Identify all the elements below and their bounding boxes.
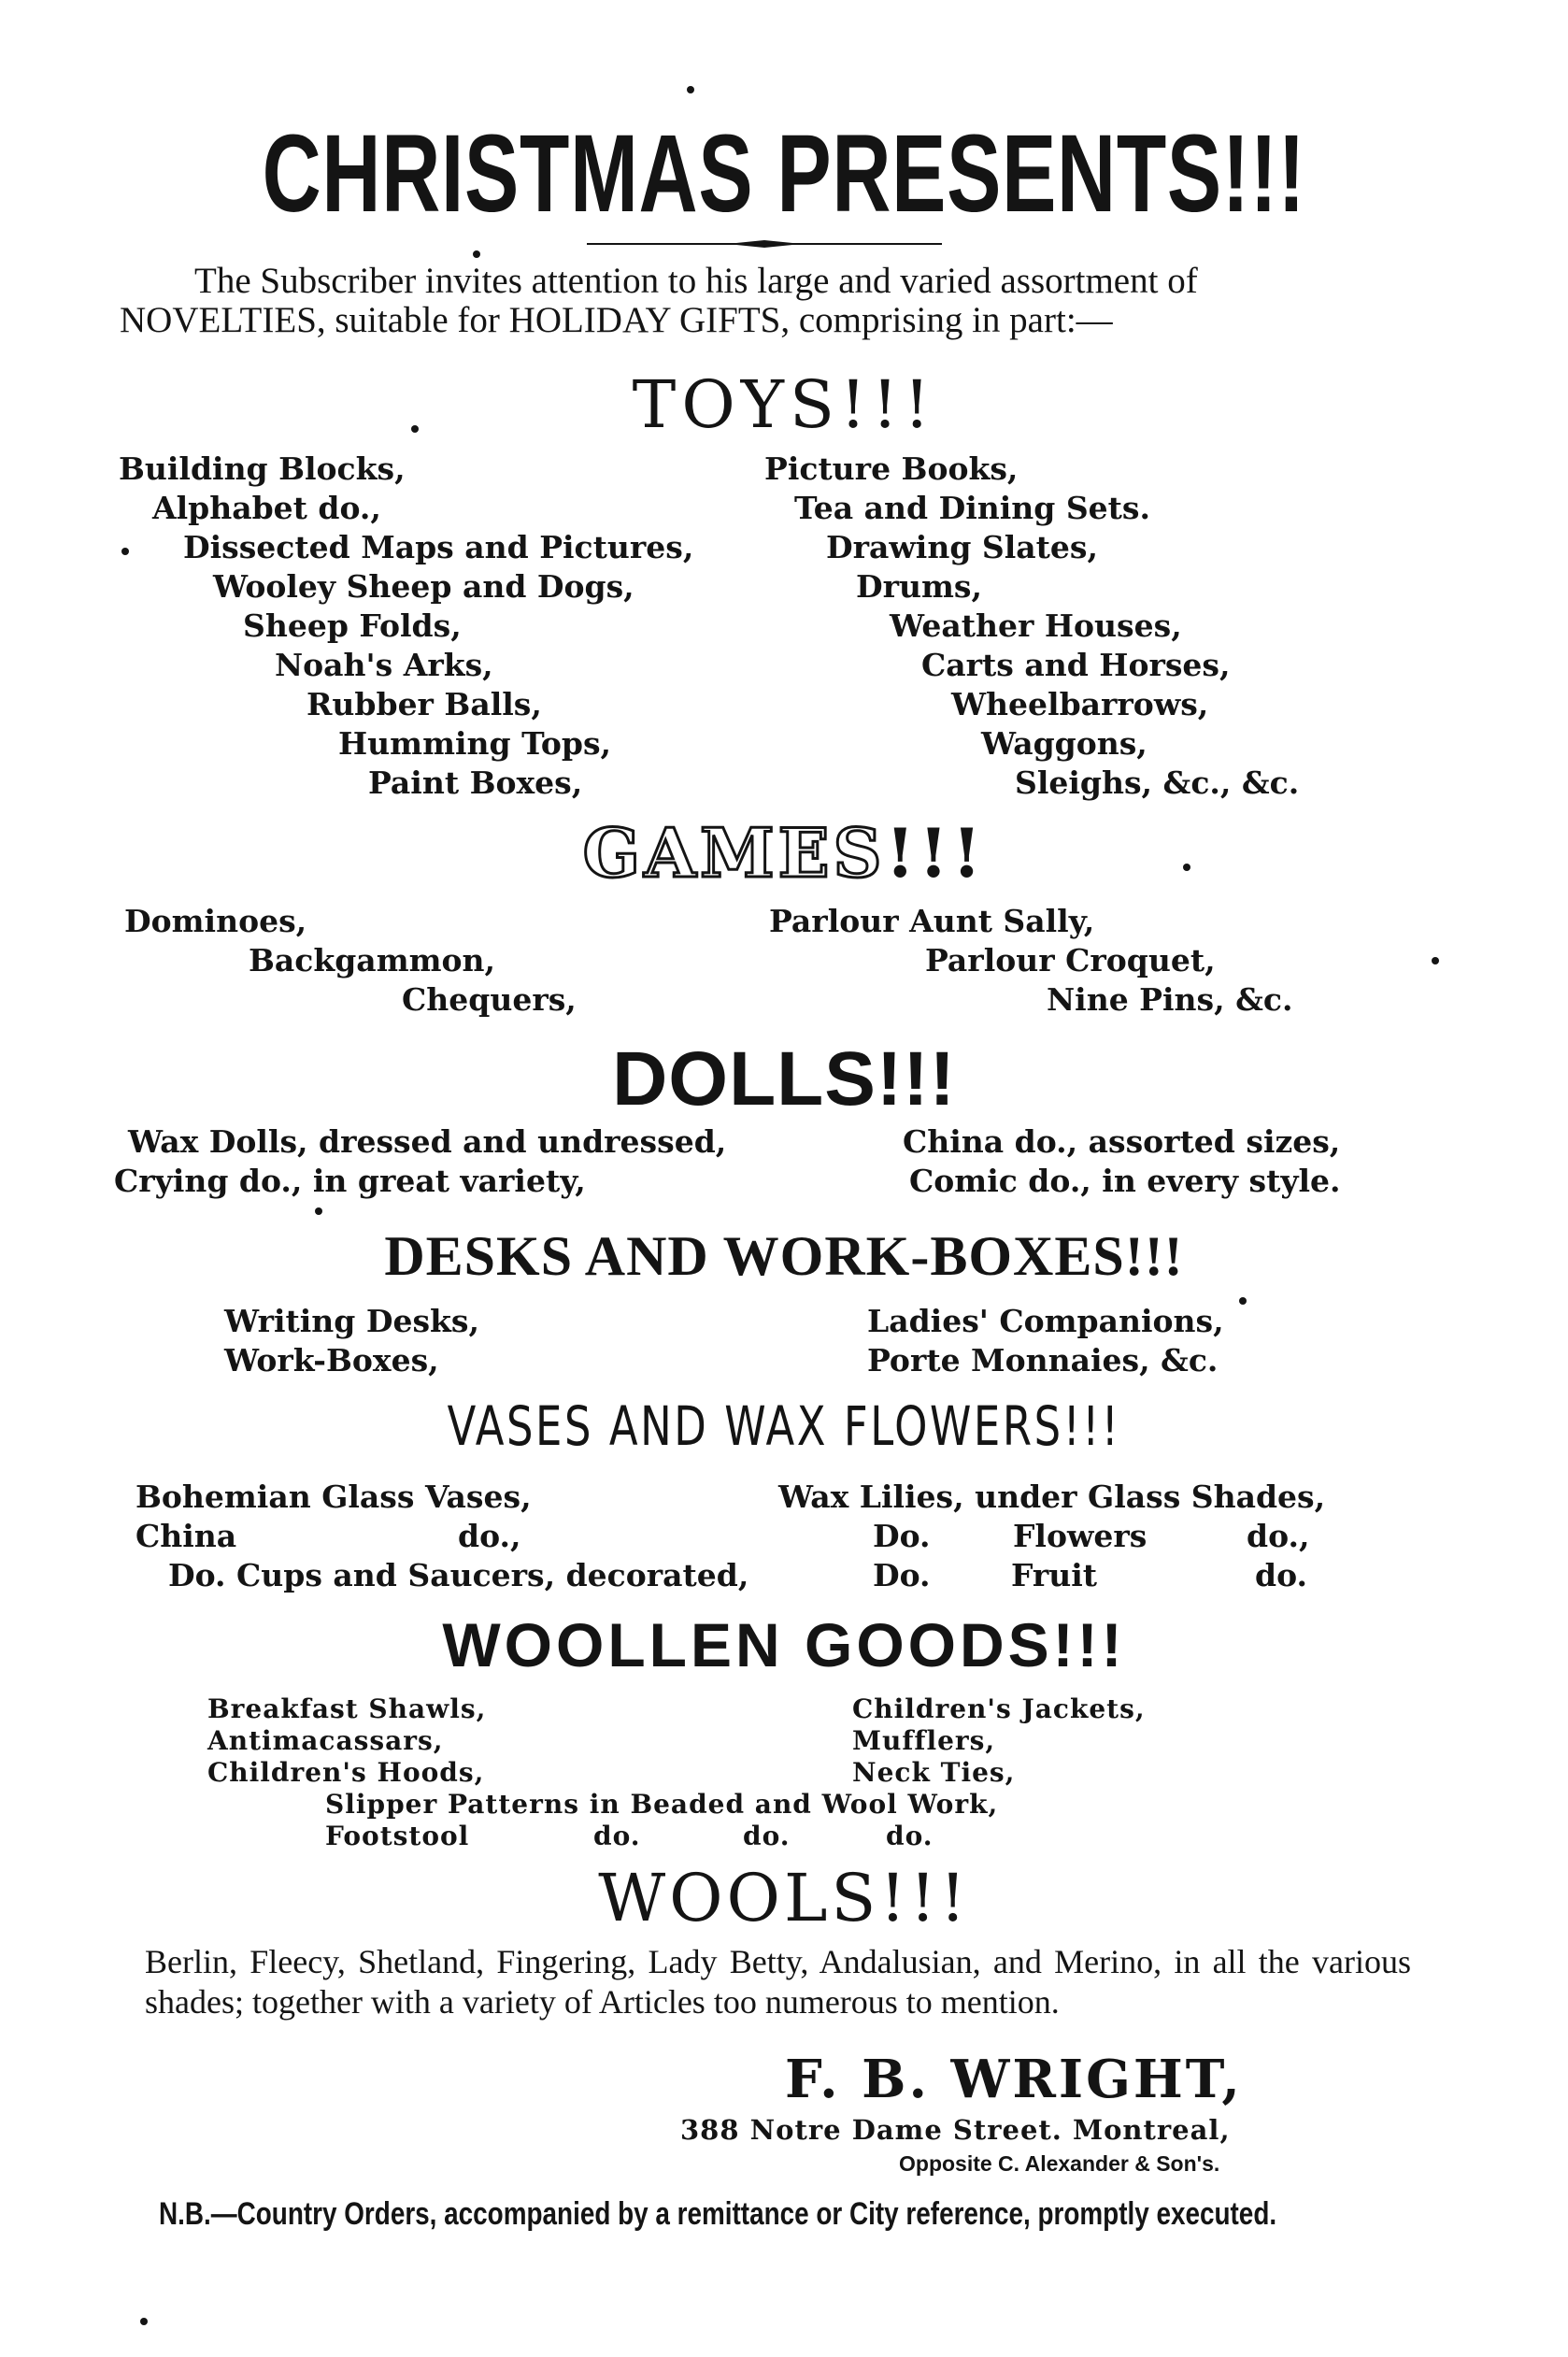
print-speck [411,425,419,433]
woollen-item-left: Children's Hoods, [207,1757,485,1788]
woollen-item-wide: do. [886,1821,934,1851]
merchant-name: F. B. WRIGHT, [785,2049,1243,2110]
merchant-landmark: Opposite C. Alexander & Son's. [899,2151,1220,2176]
vase-item: Bohemian Glass Vases, [135,1478,532,1515]
woollen-item-wide: Slipper Patterns in Beaded and Wool Work, [325,1789,999,1820]
doll-item-left: Crying do., in great variety, [114,1163,586,1199]
print-speck [1183,864,1190,871]
woollen-item-wide: do. [593,1821,641,1851]
toy-item-right: Carts and Horses, [921,647,1231,683]
dolls-heading: DOLLS!!! [612,1036,956,1121]
game-item-right: Parlour Aunt Sally, [769,903,1095,939]
print-speck [1239,1297,1247,1305]
toy-item-left: Dissected Maps and Pictures, [183,529,694,565]
print-speck [473,250,480,258]
game-item-left: Dominoes, [124,903,307,939]
toy-item-right: Picture Books, [764,450,1019,487]
vase-item: Do. Cups and Saucers, decorated, [168,1557,749,1593]
intro-paragraph [120,262,1395,340]
vase-item: do. [1255,1557,1307,1593]
toy-item-left: Rubber Balls, [306,686,542,722]
toy-item-right: Wheelbarrows, [951,686,1209,722]
toy-item-left: Noah's Arks, [275,647,493,683]
footer-note: N.B.—Country Orders, accompanied by a remittance or City reference, promptly executed. [159,2196,1277,2232]
toys-heading: TOYS!!! [632,366,936,443]
toy-item-right: Tea and Dining Sets. [794,490,1150,526]
print-speck [1432,957,1439,964]
print-speck [121,548,129,555]
print-speck [140,2318,148,2325]
games-heading [0,813,1568,893]
games-heading-text: GAMES [582,813,886,893]
toy-item-left: Wooley Sheep and Dogs, [213,568,634,605]
vase-item: Do. [873,1557,931,1593]
woollen-item-left: Antimacassars, [207,1725,444,1756]
vase-item: Flowers [1013,1518,1147,1554]
toy-item-left: Building Blocks, [119,450,406,487]
game-item-left: Chequers, [402,981,577,1018]
games-heading-exclamations: !!! [885,813,986,893]
toy-item-left: Alphabet do., [152,490,381,526]
toy-item-left: Paint Boxes, [368,764,583,801]
desk-item-left: Writing Desks, [224,1303,479,1339]
woollen-item-wide: do. [743,1821,791,1851]
desk-item-right: Porte Monnaies, &c. [867,1342,1219,1378]
game-item-right: Parlour Croquet, [925,942,1216,979]
woollen-item-right: Children's Jackets, [852,1693,1146,1724]
vase-item: Do. [873,1518,931,1554]
wools-paragraph: Berlin, Fleecy, Shetland, Fingering, Lady Betty, Andalusian, and Merino, in all the various shades; together with a variety of Articles too numerous to mention. [145,1943,1411,2021]
toy-item-right: Waggons, [981,725,1147,762]
desk-item-right: Ladies' Companions, [867,1303,1224,1339]
toy-item-left: Humming Tops, [338,725,612,762]
vase-item: Wax Lilies, under Glass Shades, [778,1478,1326,1515]
vase-item: China [135,1518,237,1554]
toy-item-right: Weather Houses, [890,607,1182,644]
print-speck [315,1207,322,1215]
desks-heading: DESKS AND WORK-BOXES!!! [384,1225,1184,1287]
woollen-item-right: Neck Ties, [852,1757,1016,1788]
toy-item-right: Drawing Slates, [826,529,1098,565]
print-speck [687,86,694,93]
vase-item: do., [458,1518,521,1554]
game-item-right: Nine Pins, &c. [1047,981,1293,1018]
ornamental-rule [587,239,942,249]
page-title: CHRISTMAS PRESENTS!!! [262,112,1306,236]
vase-item: do., [1247,1518,1310,1554]
wools-heading: WOOLS!!! [598,1860,970,1936]
game-item-left: Backgammon, [249,942,496,979]
intro-line-2: NOVELTIES, suitable for HOLIDAY GIFTS, comprising in part:— [120,300,1113,340]
doll-item-left: Wax Dolls, dressed and undressed, [128,1123,727,1160]
woollen-goods-heading: WOOLLEN GOODS!!! [442,1610,1126,1679]
desk-item-left: Work-Boxes, [224,1342,439,1378]
woollen-item-wide: Footstool [325,1821,470,1851]
vases-heading: VASES AND WAX FLOWERS!!! [447,1394,1121,1458]
intro-line-1: The Subscriber invites attention to his large and varied assortment of [194,261,1198,301]
toy-item-left: Sheep Folds, [243,607,462,644]
toy-item-right: Sleighs, &c., &c. [1015,764,1300,801]
doll-item-right: Comic do., in every style. [909,1163,1341,1199]
woollen-item-right: Mufflers, [852,1725,996,1756]
woollen-item-left: Breakfast Shawls, [207,1693,487,1724]
toy-item-right: Drums, [856,568,982,605]
doll-item-right: China do., assorted sizes, [903,1123,1341,1160]
merchant-address: 388 Notre Dame Street. Montreal, [680,2114,1231,2146]
vase-item: Fruit [1011,1557,1098,1593]
